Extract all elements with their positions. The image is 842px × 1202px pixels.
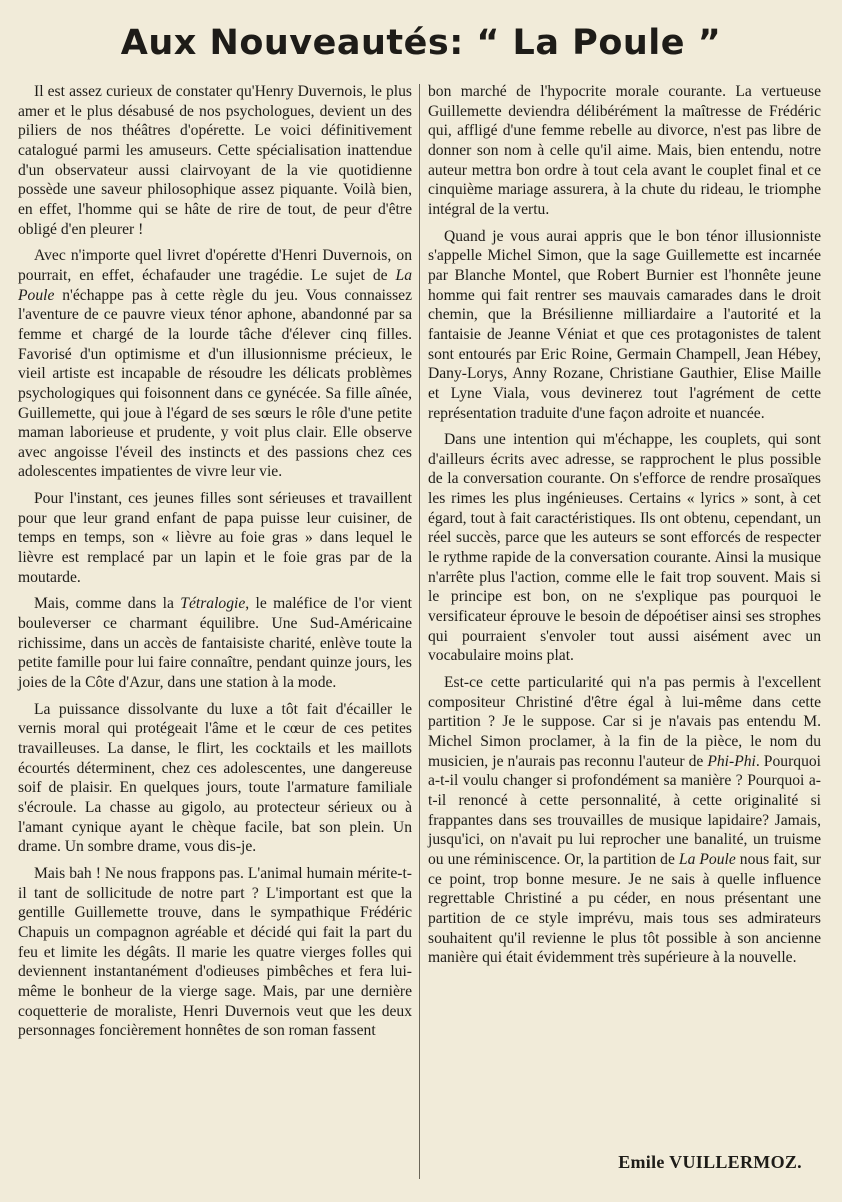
italic-title: La Poule [18,266,412,304]
paragraph: La puissance dissolvante du luxe a tôt fait d'écailler le vernis moral qui protégeait l'âme et le cœur de ces petites travailleuses. La danse, le flirt, les cocktails et les maillots écourtés déterminent, chez ces adolescentes, une dangereuse soif de plaisir. En quelques jours, toute l'armature familiale s'écroule. La chasse au gigolo, au protecteur sérieux ou à l'amant cynique ayant le chèque facile, bat son plein. Un drame. Un sombre drame, vous dis-je. [18,700,412,856]
paragraph [428,673,821,968]
paragraph: Quand je vous aurai appris que le bon ténor illusionniste s'appelle Michel Simon, que la sage Guillemette est incarnée par Blanche Montel, que Robert Burnier est l'honnête jeune homme qui fait rentrer ses mauvais camarades dans le droit chemin, que la Brésilienne milliardaire a l'autorité et la fantaisie de Jeanne Véniat et que ces protagonistes de talent sont entourés par Eric Roine, Germain Champell, Jean Hébey, Dany-Lorys, Anny Rozane, Christiane Gauthier, Elise Maille et Lyne Viala, vous devinerez tout l'agrément de cette représentation traduite d'une façon adroite et nuancée. [428,227,821,422]
column-divider [419,84,420,1179]
paragraph: Il est assez curieux de constater qu'Henry Duvernois, le plus amer et le plus désabusé de nos psychologues, devient un des piliers de nos théâtres d'opérette. Le voici définitivement catalogué parmi les amuseurs. Cette spécialisation inattendue d'un observateur aussi clairvoyant de la vie quotidienne possède une saveur philosophique assez piquante. Voilà bien, en effet, l'homme qui se hâte de rire de tout, de peur d'être obligé d'en pleurer ! [18,83,412,238]
italic-title: Phi-Phi [707,752,756,770]
text-run: . Pourquoi a-t-il voulu changer si profondément sa manière ? Pourquoi a-t-il renoncé à cette personnalité, à cette originalité si frappantes dans ses trouvailles de musique lapidaire? Jamais, jusqu'ici, on n'avait pu lui reprocher une banalité, un truisme ou une réminiscence. Or, la partition de [428,752,821,868]
paragraph: Pour l'instant, ces jeunes filles sont sérieuses et travaillent pour que leur grand enfant de papa puisse leur cuisiner, de temps en temps, son « lièvre au foie gras » dans lequel le lièvre est remplacé par un lapin et le foie gras par de la moutarde. [18,490,412,586]
paragraph [18,594,412,692]
text-run: Est-ce cette particularité qui n'a pas permis à l'excellent compositeur Christiné d'être égal à lui-même dans cette partition ? Je le suppose. Car si je n'avais pas entendu M. Michel Simon proclamer, à la fin de la pièce, le nom du musicien, je n'aurais pas reconnu l'auteur de [428,674,821,770]
paragraph: Dans une intention qui m'échappe, les couplets, qui sont d'ailleurs écrits avec adresse, se rapprochent le plus possible de la conversation courante. On s'efforce de rendre prosaïques les rimes les plus ingénieuses. Certains « lyrics » sont, à cet égard, tout à fait caractéristiques. Ils ont obtenu, cependant, un réel succès, parce que les auteurs se sont efforcés de respecter le rythme rapide de la conversation courante. Ainsi la musique n'arrête plus l'action, comme elle le fait trop souvent. Mais si le principe est bon, on ne s'explique pas pourquoi le versificateur éprouve le besoin de dépoétiser ainsi ses strophes qui pourraient s'envoler tout aussi aisément avec un vocabulaire moins plat. [428,431,821,665]
right-column [428,82,821,975]
text-run: , le maléfice de l'or vient bouleverser ce charmant équilibre. Une Sud-Américaine richissime, dans un accès de fantaisiste charité, enlève toute la petite famille pour lui faire connaître, pendant quinze jours, les joies de la Côte d'Azur, dans une station à la mode. [18,595,412,692]
paragraph-continued: bon marché de l'hypocrite morale courante. La vertueuse Guillemette deviendra délibérément la maîtresse de Frédéric qui, affligé d'une femme rebelle au divorce, n'est pas libre de donner son nom à celle qu'il aime. Mais, bien entendu, notre auteur mettra bon ordre à tout cela avant le couplet final et ce cinquième mariage assurera, à la chute du rideau, le triomphe intégral de la vertu. [428,83,821,218]
left-column [18,82,412,1048]
author-first-name: Emile [618,1152,665,1172]
author-signature [618,1152,802,1173]
paragraph: Mais bah ! Ne nous frappons pas. L'animal humain mérite-t-il tant de sollicitude de notre part ? L'important est que la gentille Guillemette trouve, dans le sympathique Frédéric Chapuis un compagnon agréable et décidé qui fait la part du feu et limite les dégâts. Il marie les quatre vierges folles qui deviennent instantanément d'odieuses pimbêches et fera lui-même le bonheur de la vierge sage. Mais, par une dernière coquetterie de moraliste, Henri Duvernois veut que les deux personnages foncièrement honnêtes de son roman fassent [18,864,412,1040]
text-run: nous fait, sur ce point, trop bonne mesure. Je ne sais à quelle influence regrettable Christiné a pu céder, en nous présentant une partition de ce style imprévu, mais tous ses admirateurs souhaitent qu'il revienne le plus tôt possible à son ancienne manière qui était évidemment très supérieure à la nouvelle. [428,850,822,967]
paragraph [18,246,412,482]
article-title: Aux Nouveautés: “ La Poule ” [120,23,722,63]
italic-title: La Poule [678,850,736,868]
text-run: n'échappe pas à cette règle du jeu. Vous connaissez l'aventure de ce pauvre vieux ténor aphone, abandonné par sa femme et chargé de la lourde tâche d'élever cinq filles. Favorisé d'un optimisme et d'un illusionnisme précieux, le vieil artiste est incapable de résoudre les délicats problèmes psychologiques qui foisonnent dans ce gynécée. Sa fille aînée, Guillemette, qui joue à l'égard de ses sœurs le rôle d'une petite maman laborieuse et prudente, y voit plus clair. Elle observe avec angoisse l'éveil des instincts et des passions chez ces adolescentes impatientes de vivre leur vie. [18,286,412,481]
author-last-name: VUILLERMOZ. [669,1152,802,1172]
text-run: Avec n'importe quel livret d'opérette d'Henri Duvernois, on pourrait, en effet, échafauder une tragédie. Le sujet de [18,247,412,284]
text-run: Mais, comme dans la [34,595,181,613]
italic-title: Tétralogie [180,595,246,613]
